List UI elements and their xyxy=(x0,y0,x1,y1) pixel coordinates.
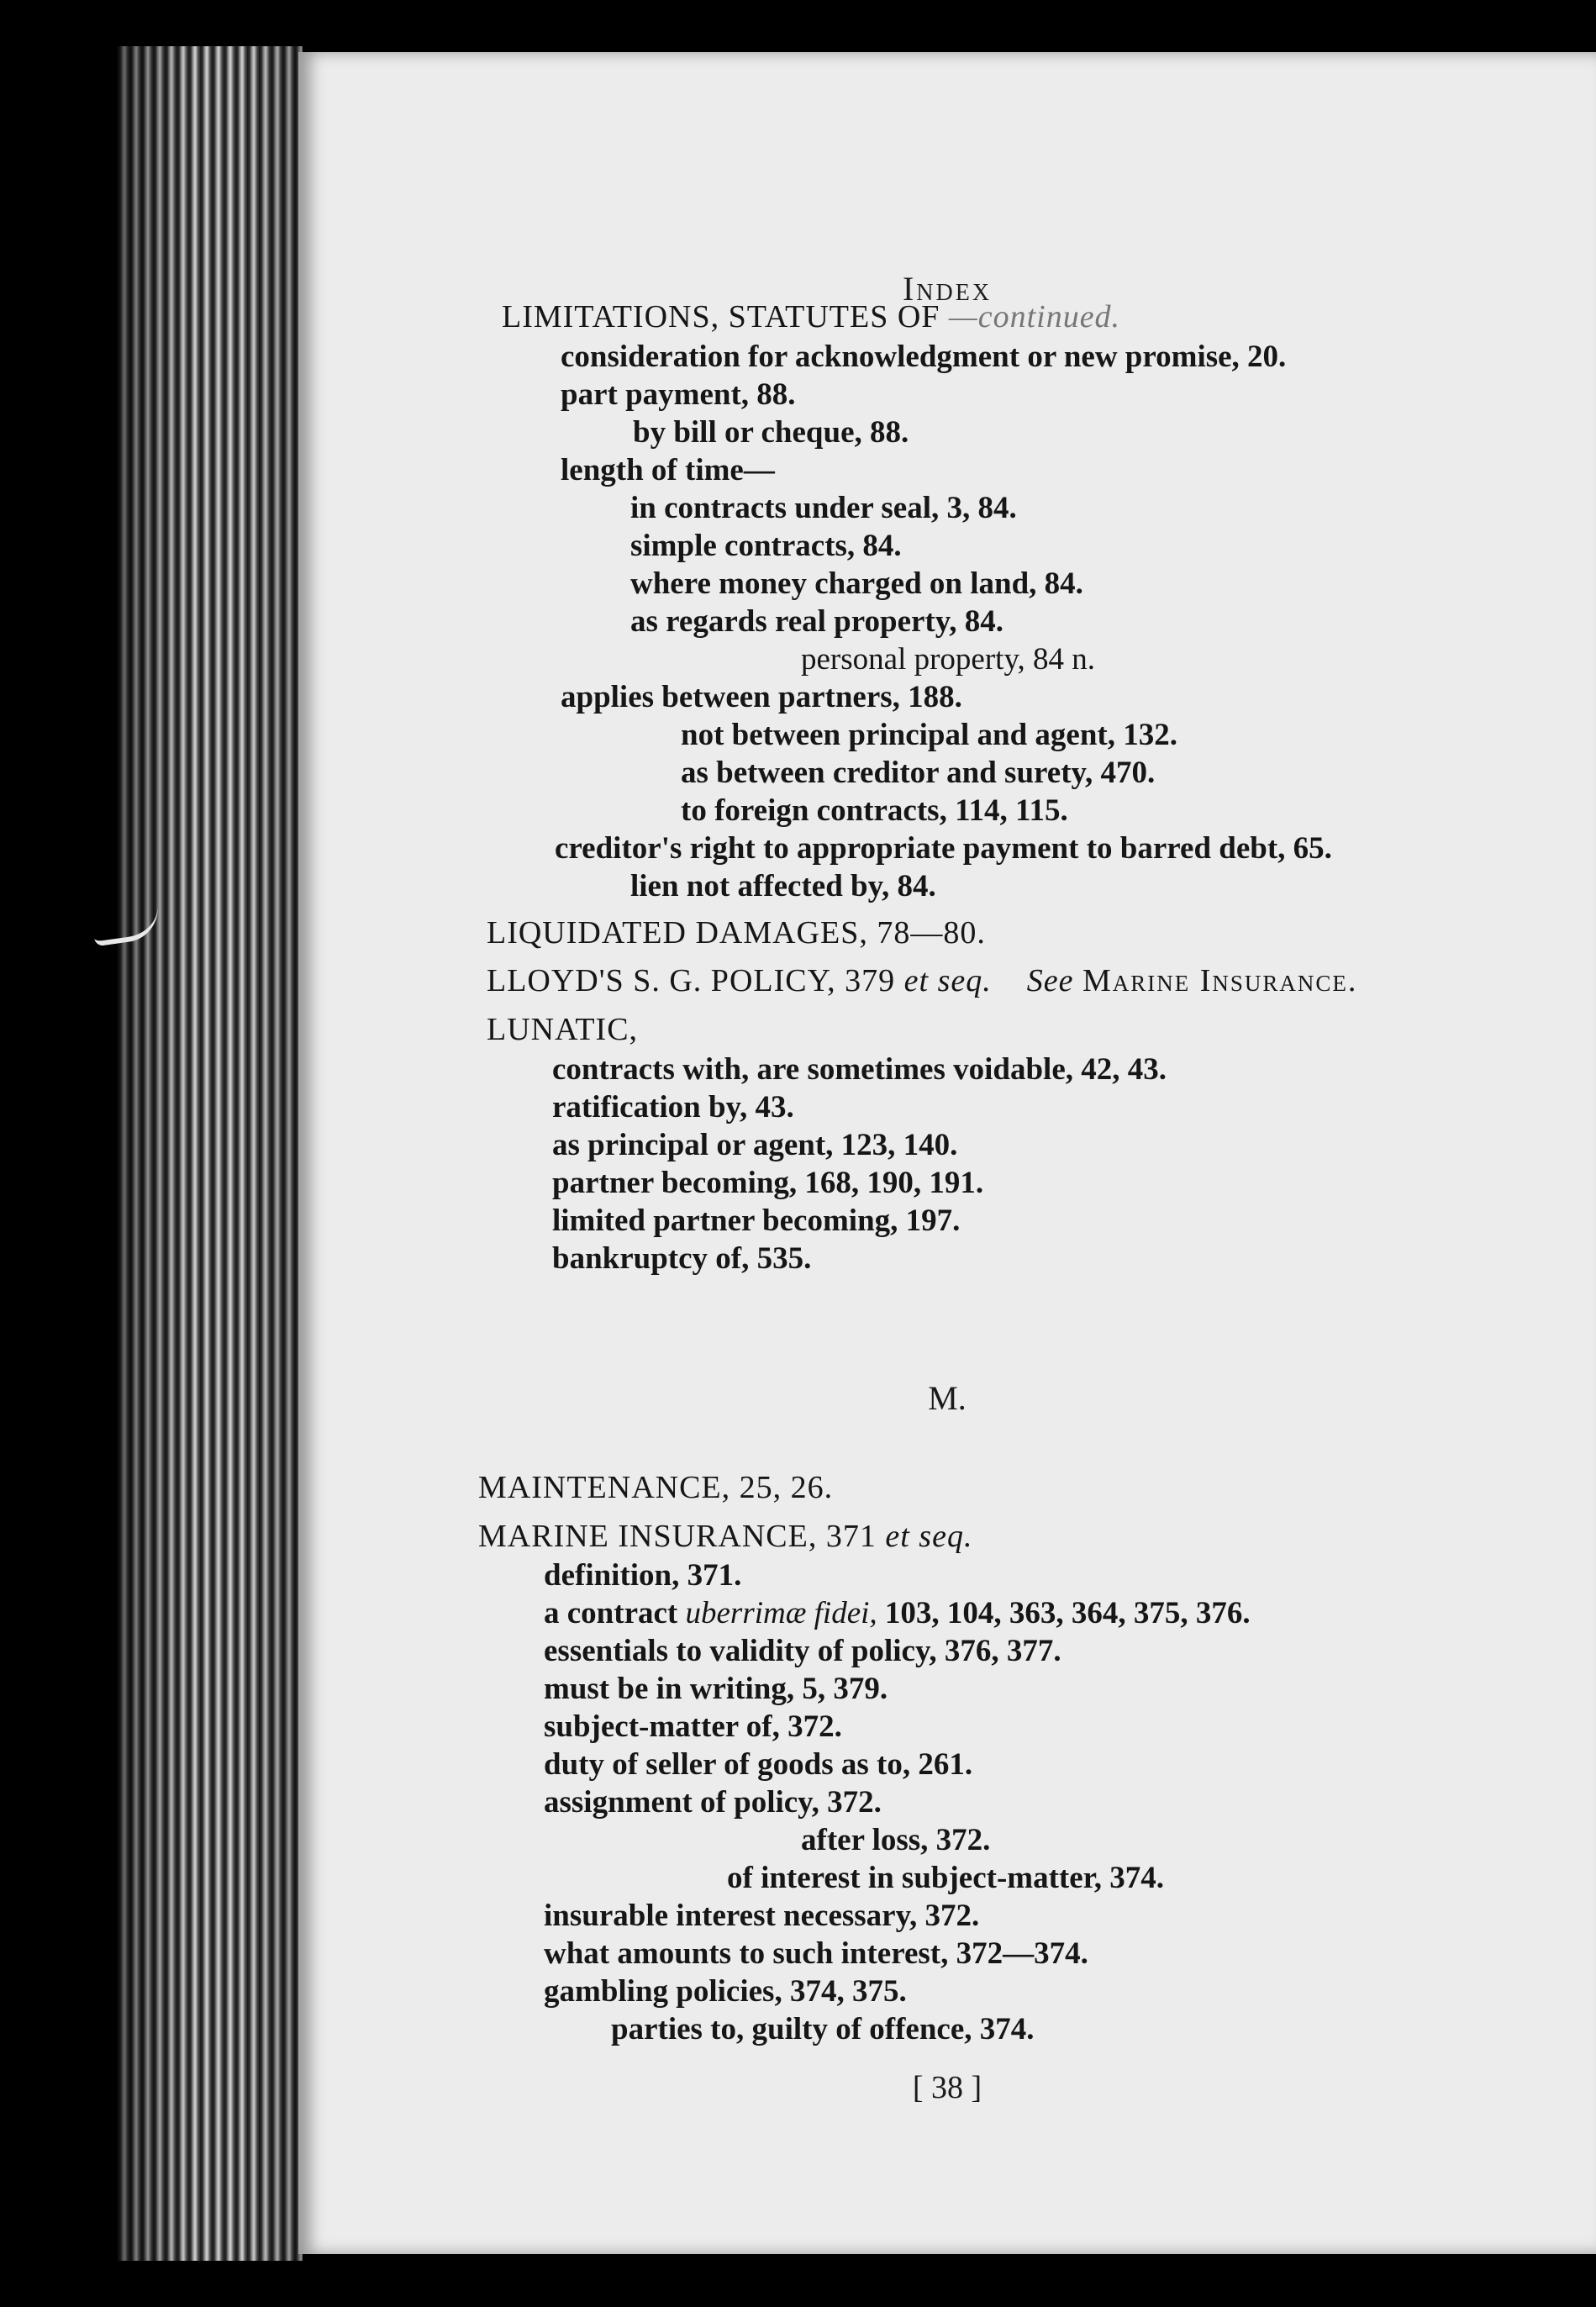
section-letter: M. xyxy=(928,1379,967,1417)
subentry: as between creditor and surety, 470. xyxy=(681,756,1156,790)
latin-phrase: uberrimæ fidei, xyxy=(685,1596,877,1630)
page-number: [ 38 ] xyxy=(912,2070,982,2105)
subentry: parties to, guilty of offence, 374. xyxy=(611,2012,1035,2046)
cross-reference: Marine Insurance. xyxy=(1082,963,1358,998)
subentry: to foreign contracts, 114, 115. xyxy=(681,793,1068,828)
entry-liquidated-damages: LIQUIDATED DAMAGES, 78—80. xyxy=(487,915,986,951)
subentry: in contracts under seal, 3, 84. xyxy=(630,491,1017,525)
subentry: as regards real property, 84. xyxy=(630,604,1003,639)
subentry: where money charged on land, 84. xyxy=(630,566,1083,601)
subentry: definition, 371. xyxy=(544,1558,742,1593)
subentry: personal property, 84 n. xyxy=(801,642,1096,677)
subentry: as principal or agent, 123, 140. xyxy=(552,1128,958,1162)
page-references: 103, 104, 363, 364, 375, 376. xyxy=(884,1596,1251,1630)
subentry: gambling policies, 374, 375. xyxy=(544,1974,907,2009)
subentry: duty of seller of goods as to, 261. xyxy=(544,1747,973,1782)
subentry: partner becoming, 168, 190, 191. xyxy=(552,1166,984,1200)
subentry: bankruptcy of, 535. xyxy=(552,1241,812,1276)
subentry: after loss, 372. xyxy=(801,1823,991,1857)
subentry: assignment of policy, 372. xyxy=(544,1785,882,1820)
subentry: subject-matter of, 372. xyxy=(544,1709,842,1744)
subentry: of interest in subject-matter, 374. xyxy=(727,1861,1164,1895)
subentry: consideration for acknowledgment or new promise, 20. xyxy=(561,340,1287,374)
entry-heading: MARINE INSURANCE, 371 xyxy=(478,1519,877,1554)
entry-lunatic: LUNATIC, xyxy=(487,1012,639,1047)
subentry: what amounts to such interest, 372—374. xyxy=(544,1936,1088,1971)
see-reference-label: See xyxy=(1026,963,1074,998)
subentry: limited partner becoming, 197. xyxy=(552,1204,961,1238)
subentry: lien not affected by, 84. xyxy=(630,869,936,903)
subentry: not between principal and agent, 132. xyxy=(681,718,1178,752)
continued-note: —continued. xyxy=(948,299,1121,334)
subentry xyxy=(544,1594,1251,1633)
subentry-text: a contract xyxy=(544,1596,678,1630)
entry-limitations xyxy=(502,298,1120,336)
subentry: simple contracts, 84. xyxy=(630,529,902,563)
subentry: must be in writing, 5, 379. xyxy=(544,1672,888,1706)
subentry: by bill or cheque, 88. xyxy=(633,415,909,450)
book-page xyxy=(298,52,1596,2254)
et-seq: et seq. xyxy=(885,1519,973,1554)
entry-heading: LLOYD'S S. G. POLICY, 379 xyxy=(487,963,896,998)
subentry: insurable interest necessary, 372. xyxy=(544,1899,980,1933)
subentry: creditor's right to appropriate payment to barred debt, 65. xyxy=(555,831,1332,866)
subentry: length of time— xyxy=(561,453,775,487)
running-head: Index xyxy=(902,270,993,308)
book-page-edges xyxy=(118,46,303,2261)
entry-heading: LIMITATIONS, STATUTES OF xyxy=(502,299,940,334)
entry-lloyds-policy xyxy=(487,961,1357,1000)
entry-marine-insurance xyxy=(478,1517,972,1556)
subentry: ratification by, 43. xyxy=(552,1090,794,1125)
subentry: essentials to validity of policy, 376, 377. xyxy=(544,1634,1061,1668)
subentry: applies between partners, 188. xyxy=(561,680,962,714)
entry-maintenance: MAINTENANCE, 25, 26. xyxy=(478,1470,834,1505)
subentry: contracts with, are sometimes voidable, 42, 43. xyxy=(552,1052,1167,1087)
subentry: part payment, 88. xyxy=(561,377,796,412)
et-seq: et seq. xyxy=(903,963,992,998)
